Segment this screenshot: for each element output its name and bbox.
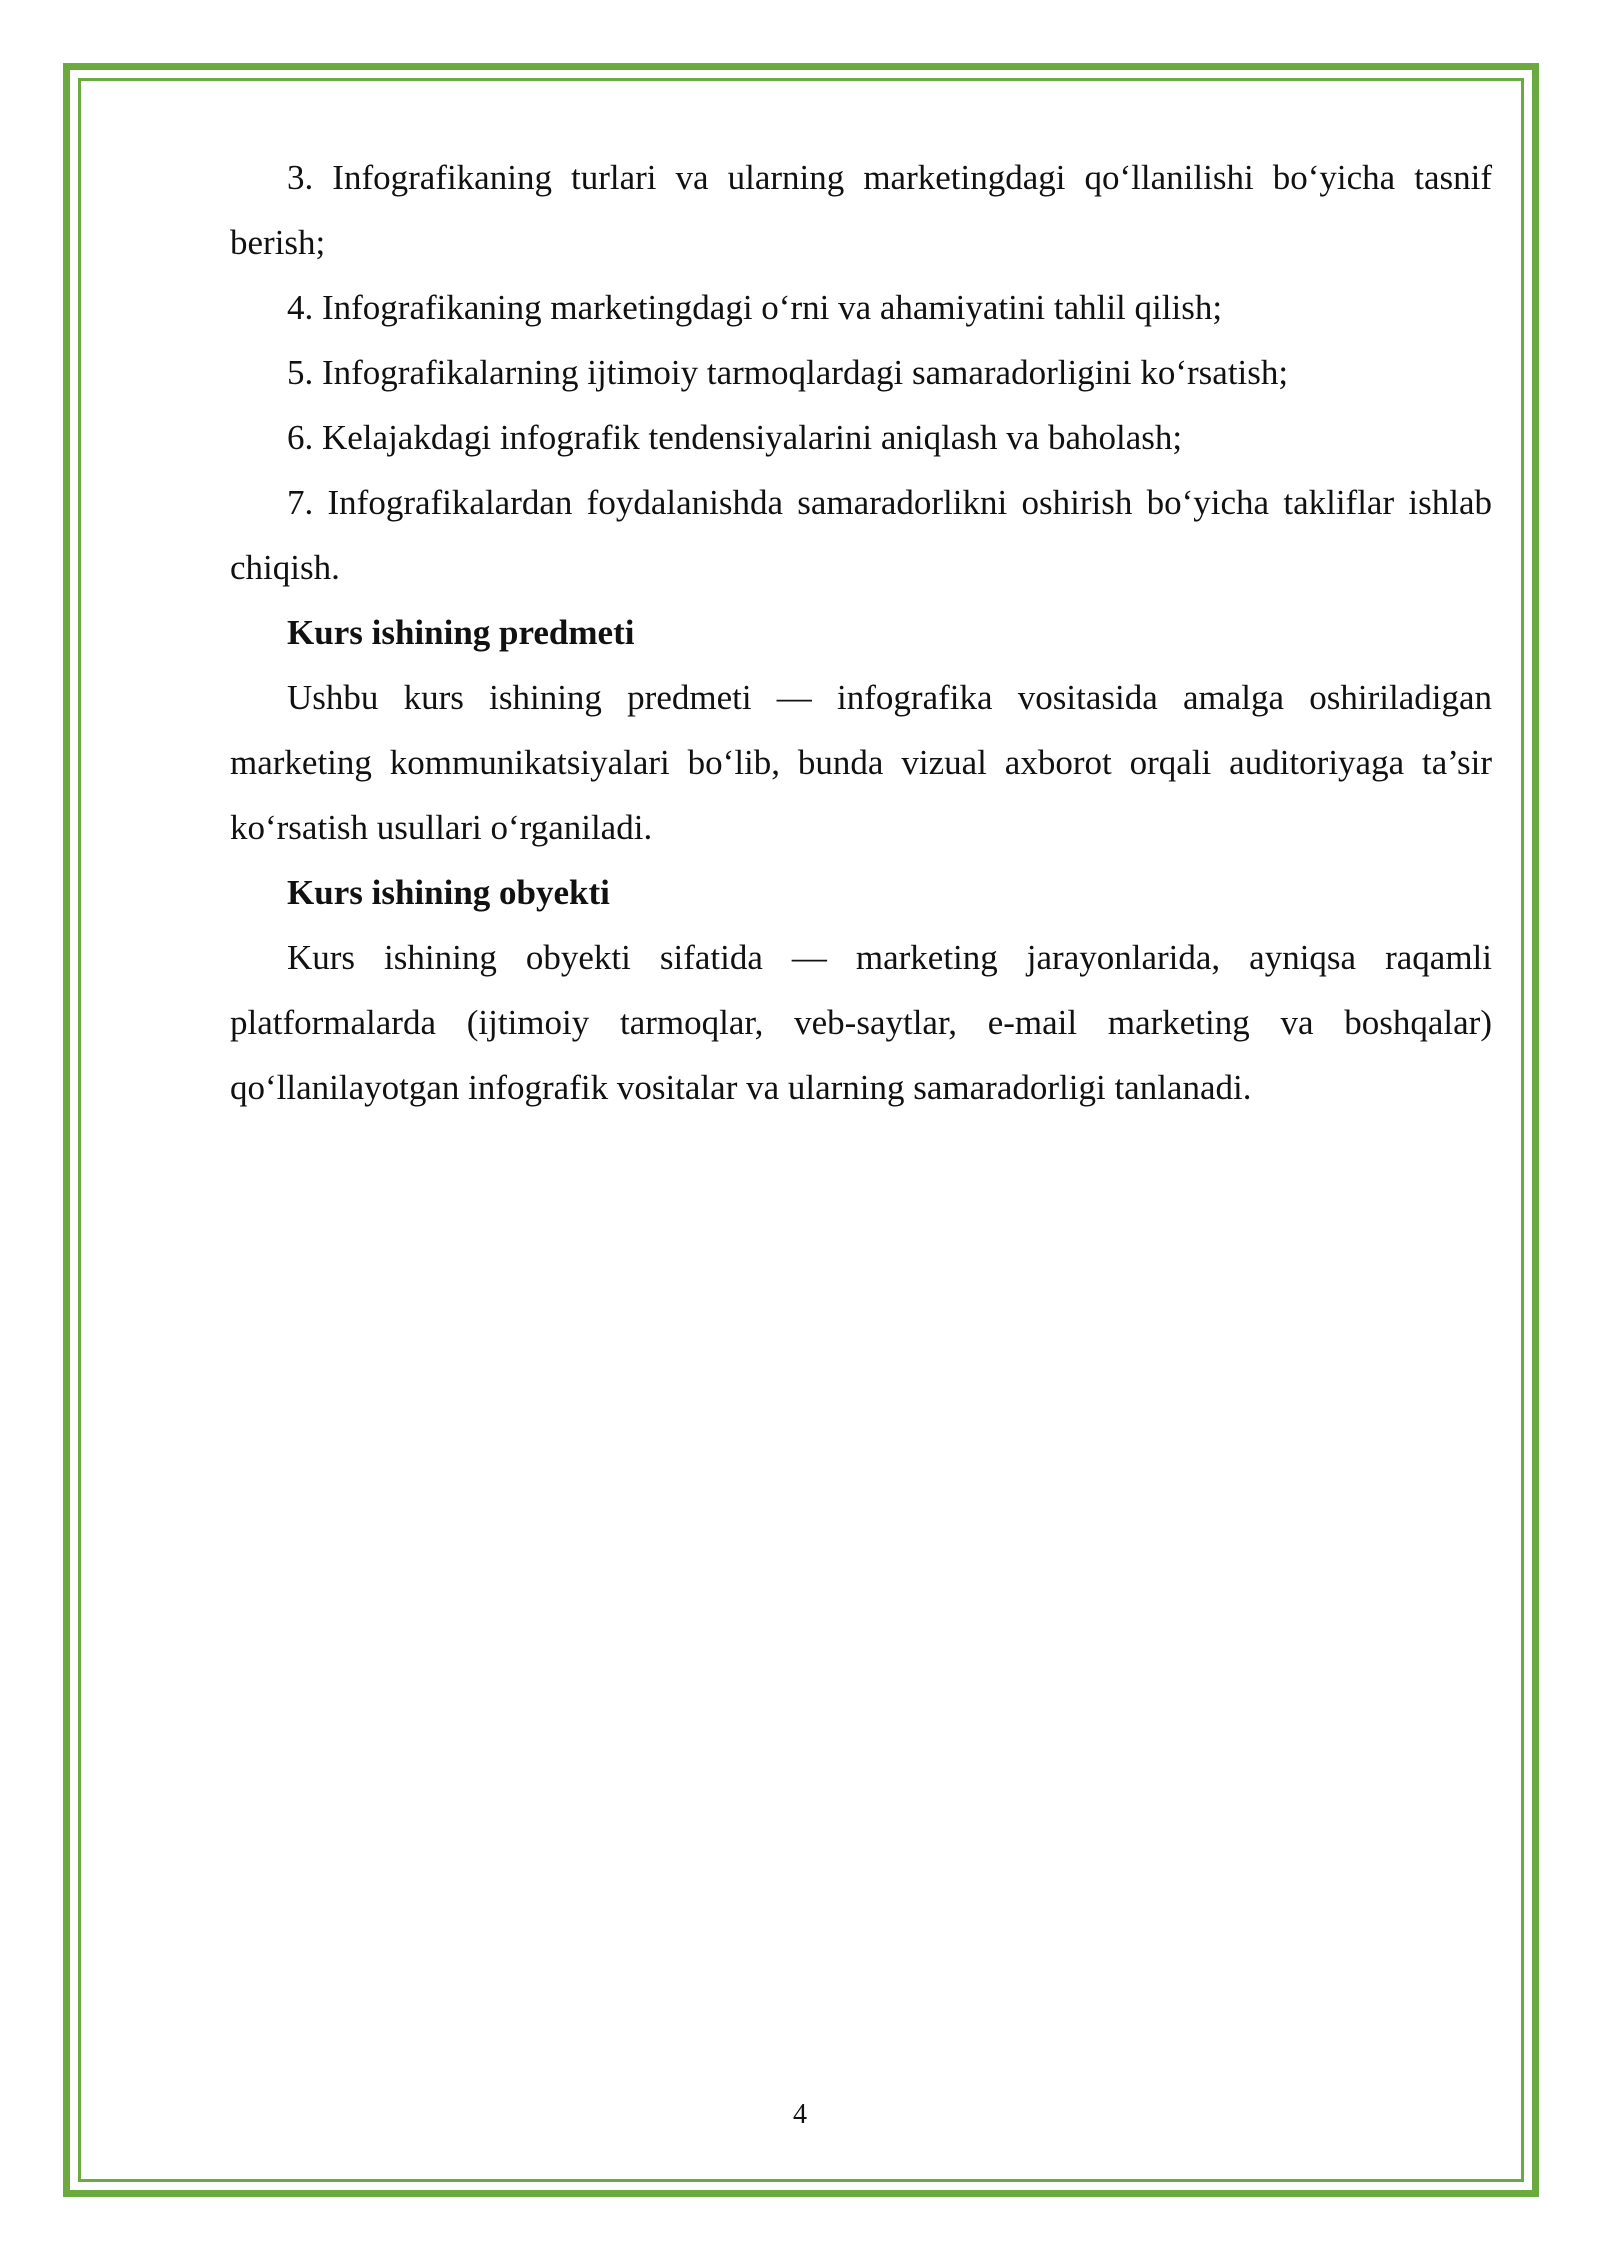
list-item-3: 3. Infografikaning turlari va ularning marketingdagi qo‘llanilishi bo‘yicha tasnif berish; — [230, 158, 1492, 262]
section-paragraph-obyekti: Kurs ishining obyekti sifatida — marketing jarayonlarida, ayniqsa raqamli platformalarda (ijtimoiy tarmoqlar, veb-saytlar, e-mail marketing va boshqalar) qo‘llanilayotgan infografik vositalar va ularning samaradorligi tanlanadi. — [230, 938, 1492, 1107]
list-item-5: 5. Infografikalarning ijtimoiy tarmoqlardagi samaradorligini ko‘rsatish; — [287, 353, 1289, 392]
page-content — [230, 145, 1492, 1120]
list-item-4: 4. Infografikaning marketingdagi o‘rni va ahamiyatini tahlil qilish; — [287, 288, 1223, 327]
section-heading-obyekti: Kurs ishining obyekti — [287, 873, 610, 912]
section-heading-predmeti: Kurs ishining predmeti — [287, 613, 635, 652]
section-paragraph-predmeti: Ushbu kurs ishining predmeti — infografika vositasida amalga oshiriladigan marketing kommunikatsiyalari bo‘lib, bunda vizual axborot orqali auditoriyaga ta’sir ko‘rsatish usullari o‘rganiladi. — [230, 678, 1492, 847]
list-item-7: 7. Infografikalardan foydalanishda samaradorlikni oshirish bo‘yicha takliflar ishlab chiqish. — [230, 483, 1492, 587]
list-item-6: 6. Kelajakdagi infografik tendensiyalarini aniqlash va baholash; — [287, 418, 1183, 457]
page-number: 4 — [793, 2099, 807, 2130]
